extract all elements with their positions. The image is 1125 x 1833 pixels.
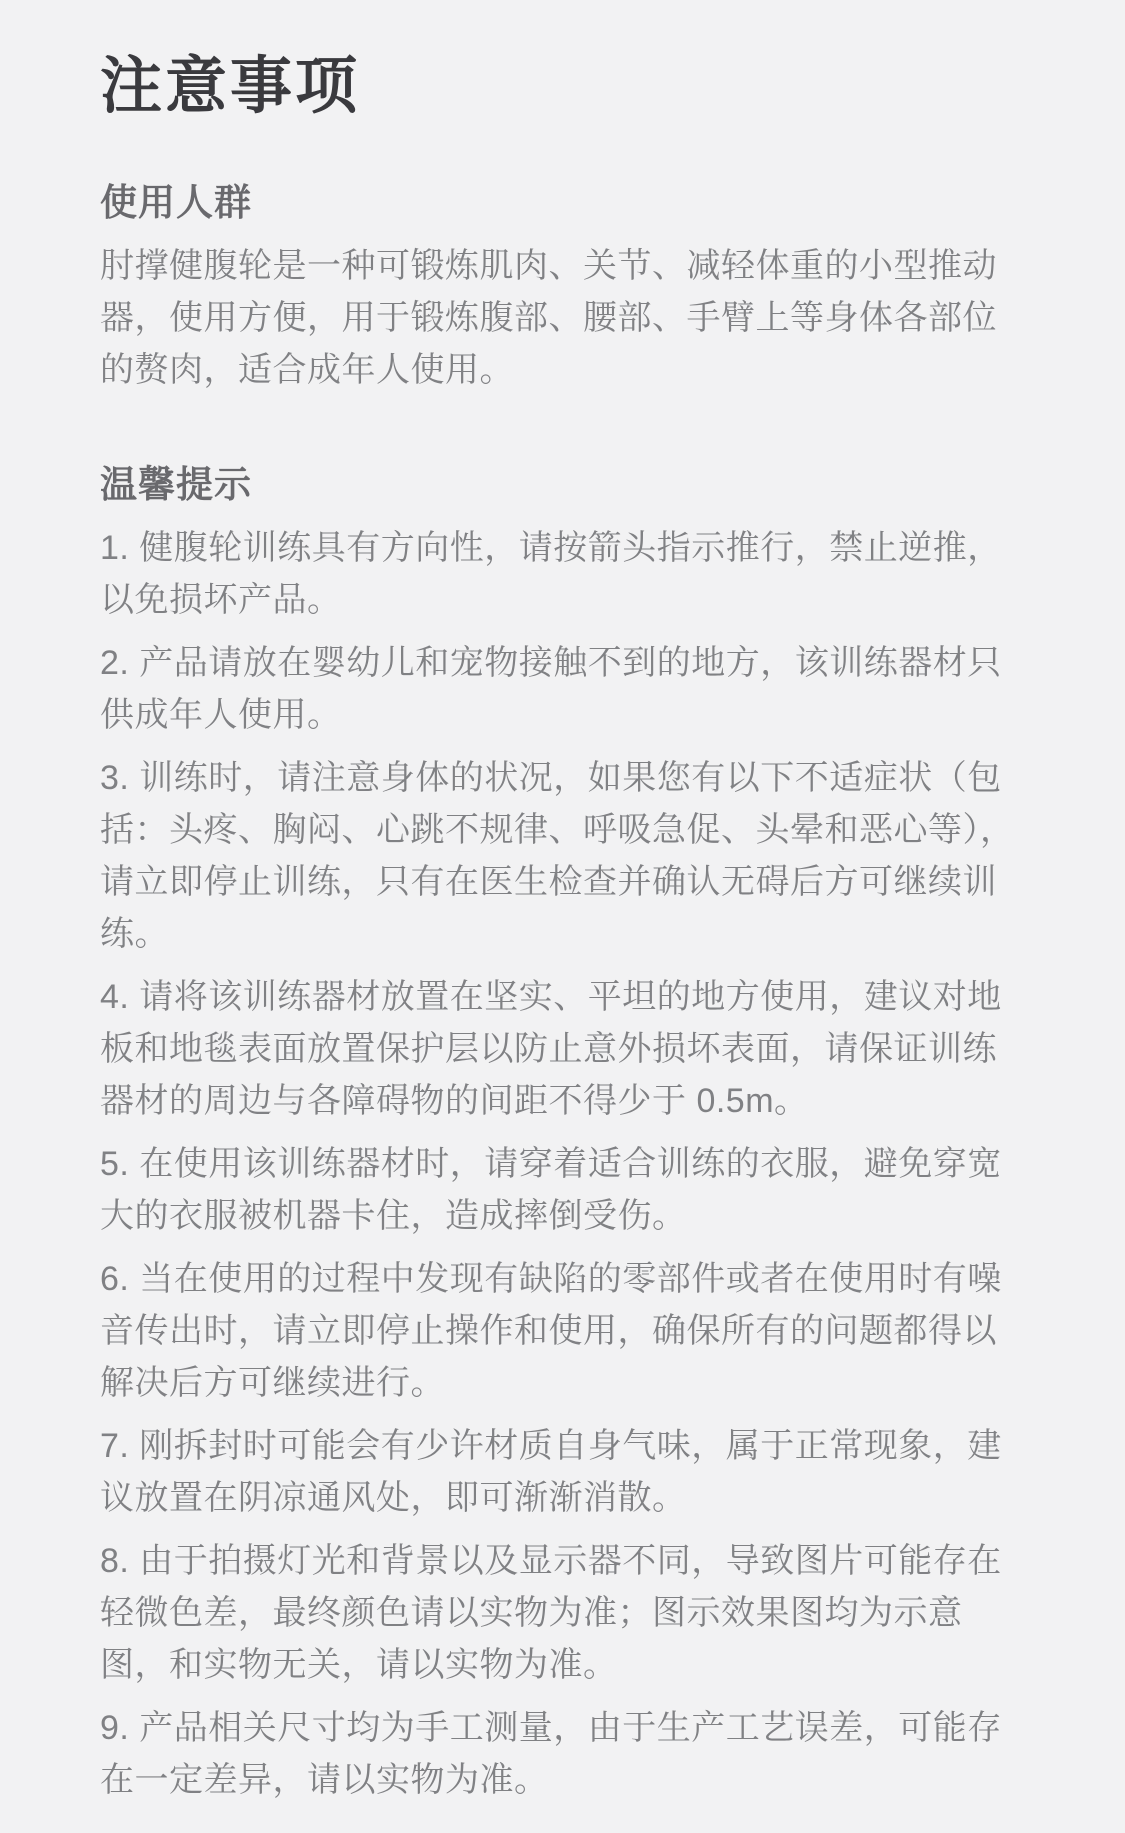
tip-item-2: 2. 产品请放在婴幼儿和宠物接触不到的地方，该训练器材只供成年人使用。 <box>100 644 1002 734</box>
tip-item-9: 9. 产品相关尺寸均为手工测量，由于生产工艺误差，可能存在一定差异，请以实物为准。 <box>100 1709 1002 1799</box>
section-users-body: 肘撑健腹轮是一种可锻炼肌肉、关节、减轻体重的小型推动器，使用方便，用于锻炼腹部、腰部、手臂上等身体各部位的赘肉，适合成年人使用。 <box>100 247 997 389</box>
tip-item-4: 4. 请将该训练器材放置在坚实、平坦的地方使用，建议对地板和地毯表面放置保护层以防止意外损坏表面，请保证训练器材的周边与各障碍物的间距不得少于 0.5m。 <box>100 978 1002 1120</box>
section-tips-heading: 温馨提示 <box>100 464 252 505</box>
section-tips <box>100 458 1031 1806</box>
tip-item-6: 6. 当在使用的过程中发现有缺陷的零部件或者在使用时有噪音传出时，请立即停止操作和使用，确保所有的问题都得以解决后方可继续进行。 <box>100 1260 1002 1402</box>
tip-item-1: 1. 健腹轮训练具有方向性，请按箭头指示推行，禁止逆推，以免损坏产品。 <box>100 529 1002 619</box>
tip-item-8: 8. 由于拍摄灯光和背景以及显示器不同，导致图片可能存在轻微色差，最终颜色请以实物为准；图示效果图均为示意图，和实物无关，请以实物为准。 <box>100 1542 1002 1684</box>
section-users-heading: 使用人群 <box>100 182 252 223</box>
page-title: 注意事项 <box>100 52 361 121</box>
tip-item-5: 5. 在使用该训练器材时，请穿着适合训练的衣服，避免穿宽大的衣服被机器卡住，造成摔倒受伤。 <box>100 1145 1002 1235</box>
tip-item-7: 7. 刚拆封时可能会有少许材质自身气味，属于正常现象，建议放置在阴凉通风处，即可渐渐消散。 <box>100 1427 1002 1517</box>
section-users <box>100 176 1031 396</box>
tip-item-3: 3. 训练时，请注意身体的状况，如果您有以下不适症状（包括：头疼、胸闷、心跳不规律、呼吸急促、头晕和恶心等），请立即停止训练，只有在医生检查并确认无碍后方可继续训练。 <box>100 759 1015 953</box>
